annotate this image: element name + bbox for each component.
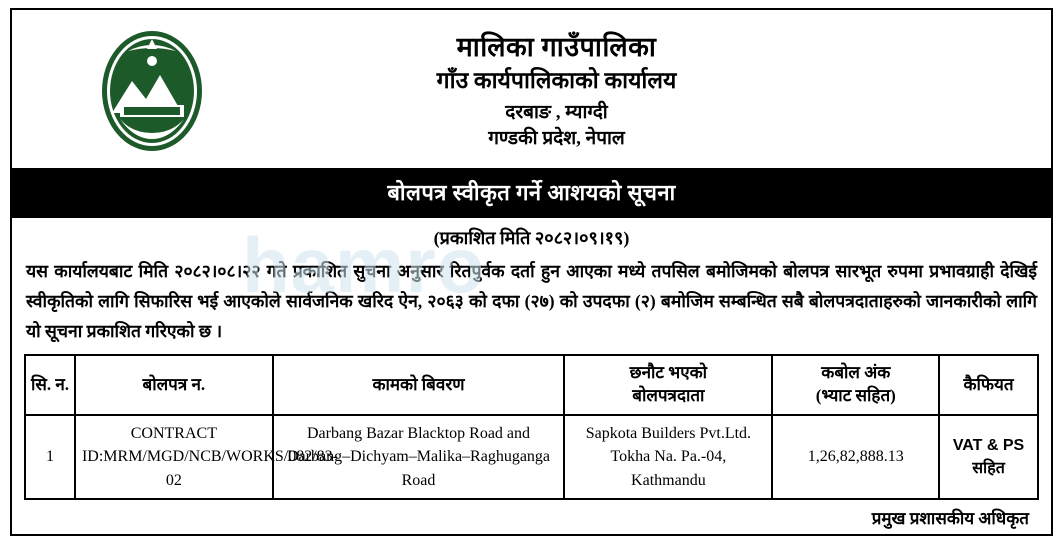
watermark-text: hamro: [242, 221, 486, 309]
notice-title-bar: बोलपत्र स्वीकृत गर्ने आशयको सूचना: [12, 168, 1051, 218]
header-text-block: [212, 31, 1041, 152]
column-header-amount-line2: (भ्याट सहित): [815, 386, 896, 406]
column-header-remarks: कैफियत: [939, 355, 1038, 415]
column-header-selected-bidder-line1: छनौट भएको: [629, 363, 708, 383]
cell-remarks: VAT & PS सहित: [939, 415, 1038, 499]
cell-description: Darbang Bazar Blacktop Road and Darbang–Dichyam–Malika–Raghuganga Road: [273, 415, 565, 499]
table-header-row: [25, 355, 1038, 415]
organization-name: मालिका गाउँपालिका: [456, 31, 657, 62]
cell-sn: 1: [25, 415, 75, 499]
column-header-description: कामको बिवरण: [273, 355, 565, 415]
column-header-selected-bidder: [564, 355, 772, 415]
nepal-government-emblem-icon: [22, 27, 212, 155]
column-header-amount-line1: कबोल अंक: [821, 363, 891, 383]
notice-table: [24, 354, 1039, 499]
table-row: [25, 415, 1038, 499]
document-frame: [10, 8, 1053, 536]
cell-bid-no: CONTRACT ID:MRM/MGD/NCB/WORKS/082/83-02: [75, 415, 273, 499]
cell-amount: 1,26,82,888.13: [772, 415, 939, 499]
notice-body-paragraph: यस कार्यालयबाट मिति २०८२।०८।२२ गते प्रकाशित सुचना अनुसार रितपुर्वक दर्ता हुन आएका मध्ये तपसिल बमोजिमको बोलपत्र सारभूत रुपमा प्रभावग्राही देखिई स्वीकृतिको लागि सिफारिस भई आएकोले सार्वजनिक खरिद ऐन, २०६३ को दफा (२७) को उपदफा (२) बमोजिम सम्बन्धित सबै बोलपत्रदाताहरुको जानकारीको लागि यो सूचना प्रकाशित गरिएको छ ।: [26, 261, 1037, 342]
signature-designation: प्रमुख प्रशासकीय अधिकृत: [871, 508, 1029, 528]
organization-office: गाँउ कार्यपालिकाको कार्यालय: [436, 68, 677, 94]
notice-table-wrapper: [12, 354, 1051, 499]
document-header: [12, 10, 1051, 168]
column-header-amount: [772, 355, 939, 415]
column-header-bid-no: बोलपत्र न.: [75, 355, 273, 415]
organization-address-line2: गण्डकी प्रदेश, नेपाल: [488, 127, 625, 149]
column-header-sn: सि. न.: [25, 355, 75, 415]
column-header-selected-bidder-line2: बोलपत्रदाता: [632, 386, 705, 406]
cell-selected-bidder: Sapkota Builders Pvt.Ltd. Tokha Na. Pa.-04, Kathmandu: [564, 415, 772, 499]
organization-address-line1: दरबाङ , म्याग्दी: [505, 102, 608, 124]
published-date: (प्रकाशित मिति २०८२।०९।१९): [433, 228, 630, 248]
